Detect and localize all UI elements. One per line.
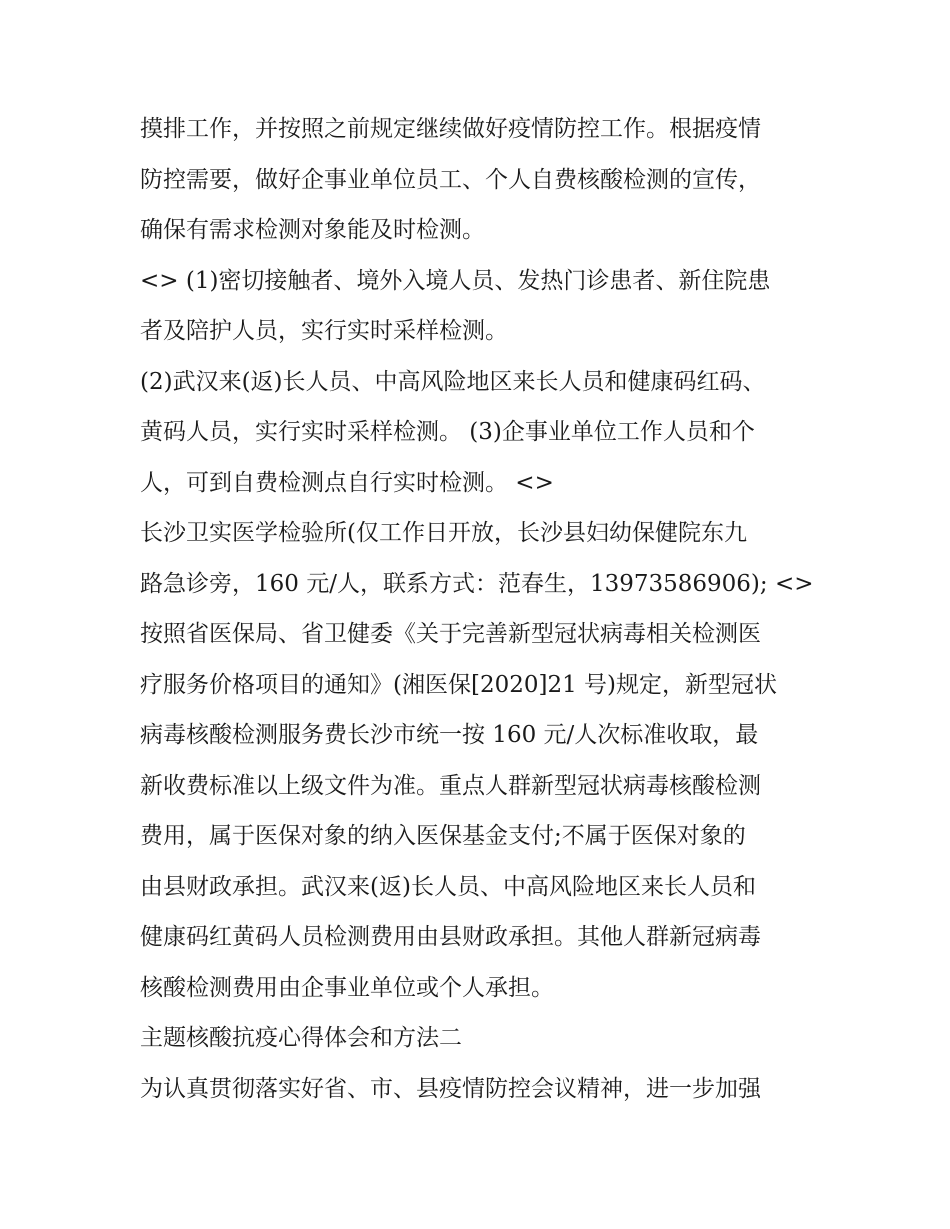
text-line: 者及陪护人员，实行实时采样检测。 [140,318,508,344]
text-line: 由县财政承担。武汉来(返)长人员、中高风险地区来长人员和 [140,873,756,900]
text-line: 费用，属于医保对象的纳入医保基金支付;不属于医保对象的 [140,823,746,849]
text-line: (2)武汉来(返)长人员、中高风险地区来长人员和健康码红码、 [140,368,766,395]
text-line: 健康码红黄码人员检测费用由县财政承担。其他人群新冠病毒 [140,924,761,950]
text-line: 新收费标准以上级文件为准。重点人群新型冠状病毒核酸检测 [140,772,761,799]
document-body [140,104,820,1114]
text-line: 长沙卫实医学检验所(仅工作日开放，长沙县妇幼保健院东九 [140,520,747,546]
text-line: 按照省医保局、省卫健委《关于完善新型冠状病毒相关检测医 [140,621,761,647]
text-line: 为认真贯彻落实好省、市、县疫情防控会议精神，进一步加强 [140,1075,761,1102]
text-line: <> (1)密切接触者、境外入境人员、发热门诊患者、新住院患 [140,267,771,294]
text-line: 人，可到自费检测点自行实时检测。 <> [140,469,554,496]
text-line: 疗服务价格项目的通知》(湘医保[2020]21 号)规定，新型冠状 [140,671,778,698]
text-line: 路急诊旁，160 元/人，联系方式：范春生，13973586906); <> [140,570,814,597]
text-line: 摸排工作，并按照之前规定继续做好疫情防控工作。根据疫情 [140,116,761,142]
text-line: 确保有需求检测对象能及时检测。 [140,217,485,243]
text-line: 病毒核酸检测服务费长沙市统一按 160 元/人次标准收取，最 [140,722,759,748]
text-line: 核酸检测费用由企事业单位或个人承担。 [140,974,554,1001]
text-line: 黄码人员，实行实时采样检测。 (3)企事业单位工作人员和个 [140,419,755,445]
text-line: 防控需要，做好企事业单位员工、个人自费核酸检测的宣传， [140,166,761,193]
section-heading: 主题核酸抗疫心得体会和方法二 [140,1025,462,1051]
